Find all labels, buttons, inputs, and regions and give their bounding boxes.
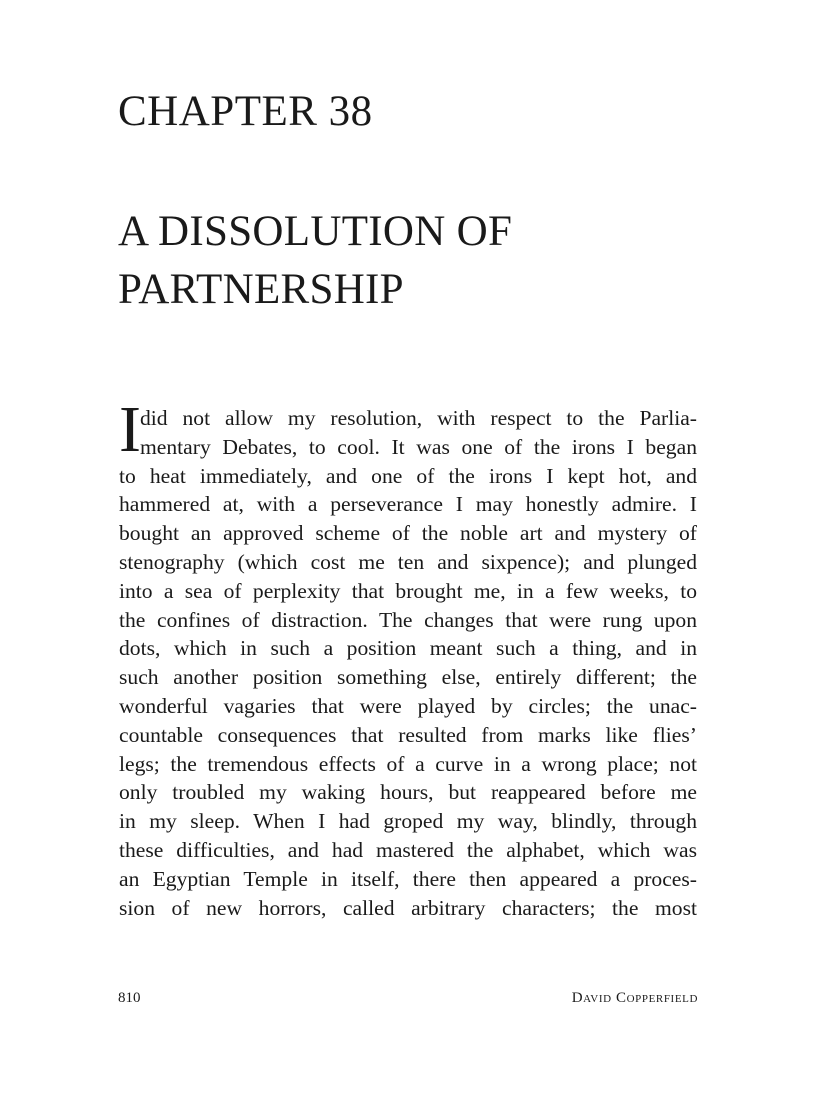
text-line: bought an approved scheme of the noble art and mystery of (119, 521, 697, 546)
drop-cap: I (119, 393, 141, 466)
text-line: the confines of distraction. The changes that were rung upon (119, 607, 697, 632)
text-line: in my sleep. When I had groped my way, blindly, through (119, 809, 697, 834)
text-line: wonderful vagaries that were played by circles; the unac- (119, 693, 697, 718)
text-line: such another position something else, entirely different; the (119, 665, 697, 690)
text-line: stenography (which cost me ten and sixpence); and plunged (119, 549, 697, 574)
text-line: into a sea of perplexity that brought me, in a few weeks, to (119, 578, 697, 603)
text-line: dots, which in such a position meant such a thing, and in (119, 636, 697, 661)
chapter-number: CHAPTER 38 (118, 88, 373, 135)
text-line: countable consequences that resulted from marks like flies’ (119, 722, 697, 747)
text-line: an Egyptian Temple in itself, there then appeared a proces- (119, 866, 697, 891)
chapter-title: A DISSOLUTION OF PARTNERSHIP (118, 208, 513, 313)
running-head: David Copperfield (571, 990, 698, 1006)
text-line: these difficulties, and had mastered the alphabet, which was (119, 837, 697, 862)
text-line: legs; the tremendous effects of a curve in a wrong place; not (119, 751, 697, 776)
text-line: only troubled my waking hours, but reappeared before me (119, 780, 697, 805)
page-number: 810 (118, 990, 141, 1006)
text-line: mentary Debates, to cool. It was one of the irons I began (140, 434, 697, 459)
text-line: to heat immediately, and one of the irons I kept hot, and (119, 463, 697, 488)
text-line: sion of new horrors, called arbitrary characters; the most (119, 895, 697, 920)
body-text (119, 404, 697, 922)
text-line: did not allow my resolution, with respect to the Parlia- (140, 406, 697, 430)
text-line: hammered at, with a perseverance I may honestly admire. I (119, 492, 697, 517)
